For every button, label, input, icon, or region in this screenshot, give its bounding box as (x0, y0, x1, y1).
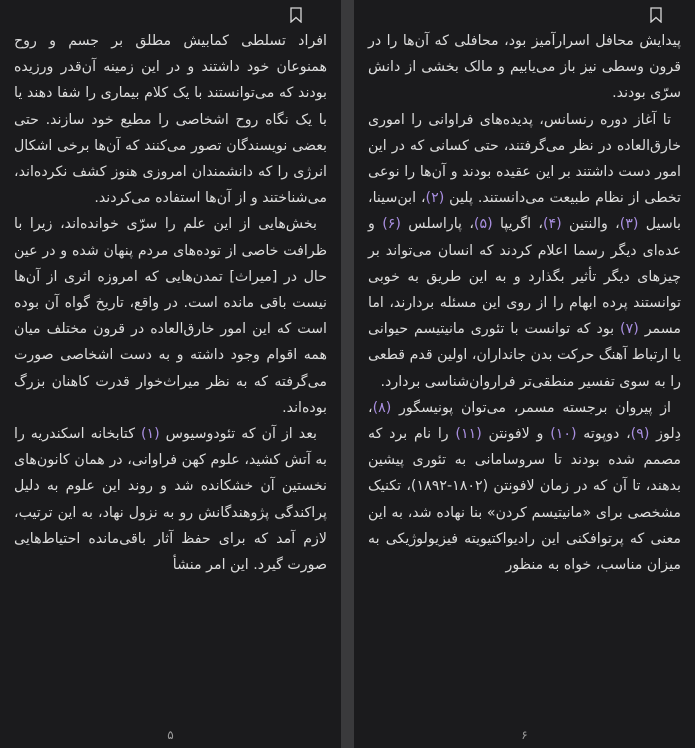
paragraph: بعد از آن که تئودوسیوس (۱) کتابخانه اسکندریه را به آتش کشید، علوم کهن فراوانی، در همان کانون‌های نخستین آن خشکانده شد و روند این علوم به دلیل پراکندگی پژوهندگانش رو به نزول نهاد، به این ترتیب، لازم آمد که برای حفظ آثار باقی‌مانده احتیاط‌هایی صورت گیرد. این امر منشأ (14, 426, 327, 574)
paragraph: افراد تسلطی کمابیش مطلق بر جسم و روح همنوعان خود داشتند و در این زمینه آن‌قدر ورزیده بودند که می‌توانستند با یک کلام بیماری را شفا دهند یا با یک نگاه روح اشخاصی را مطیع خود سازند. حتی بعضی نویسندگان تصور می‌کنند که آن‌ها برخی اشکال انرژی را که دانشمندان امروزی هنوز کشف نکرده‌اند، می‌شناختند و از آن‌ها استفاده می‌کردند. (14, 33, 327, 207)
page-text (368, 28, 681, 578)
footnote-marker[interactable]: (۴) (542, 216, 562, 233)
footnote-marker[interactable]: (۱۱) (455, 426, 482, 443)
footnote-marker[interactable]: (۵) (473, 216, 493, 233)
footnote-marker[interactable]: (۱۰) (550, 426, 577, 443)
footnote-marker[interactable]: (۹) (630, 426, 650, 443)
right-page (354, 0, 695, 748)
left-page (0, 0, 341, 748)
footnote-marker[interactable]: (۶) (382, 216, 401, 233)
footnote-marker[interactable]: (۳) (619, 216, 639, 233)
bookmark-icon[interactable] (290, 7, 302, 23)
paragraph: پیدایش محافل اسرارآمیز بود، محافلی که آن‌ها را در قرون وسطی نیز باز می‌یابیم و مالک بخشی از دانش سرّی بودند. (368, 33, 681, 102)
paragraph: تا آغاز دوره رنسانس، پدیده‌های فراوانی را اموری خارق‌العاده در نظر می‌گرفتند، حتی کسانی که در این امور دست داشتند بر این عقیده بودند و آن‌ها را نوعی تخطی از نظام طبیعت می‌دانستند. پلین (۲)، ابن‌سینا، باسیل (۳)، والنتین (۴)، اگریپا (۵)، پاراسلس (۶) و عده‌ای دیگر رسما اعلام کردند که انسان می‌تواند بر چیزهای دیگر تأثیر بگذارد و به این طریق به خوبی توانستند پرده ابهام را از روی این مسئله بردارند، اما مسمر (۷) بود که توانست با تئوری مانیتیسم حیوانی یا ارتباط آهنگ حرکت بدن جانداران، اولین قدم قطعی را به سوی تفسیر منطقی‌تر فراروان‌شناسی بردارد. (368, 111, 681, 390)
bookmark-icon[interactable] (650, 7, 662, 23)
footnote-marker[interactable]: (۲) (425, 190, 445, 207)
footnote-marker[interactable]: (۱) (140, 426, 160, 443)
footnote-marker[interactable]: (۷) (620, 321, 639, 338)
paragraph: از پیروان برجسته مسمر، می‌توان پونیسگور (۸)، دِلوز (۹)، دوپوته (۱۰) و لافونتن (۱۱) را نام برد که مصمم شده بودند تا سروسامانی به تئوری پیشین بدهند، تا آن که در زمان لافونتن (۱۸۰۲-۱۸۹۲)، تکنیک مشخصی برای «مانیتیسم کردن» بنا نهاده شد، به این معنی که پرتوافکنی این رادیواکتیویته فیزیولوژیکی به میزان مناسب، خواه به منظور (368, 399, 681, 574)
page-text (14, 28, 327, 578)
page-number: ۵ (167, 728, 174, 742)
footnote-marker[interactable]: (۸) (372, 399, 392, 416)
page-number: ۶ (521, 728, 528, 742)
paragraph: بخش‌هایی از این علم را سرّی خوانده‌اند، زیرا با ظرافت خاصی از توده‌های مردم پنهان شده و در عین حال در [میراث] تمدن‌هایی که امروزه اثری از آن‌ها نیست باقی مانده است. در واقع، تاریخ گواه آن بوده است که این امور خارق‌العاده در قرون مختلف میان همه اقوام وجود داشته و به دست اشخاصی صورت می‌گرفته که به نظر میراث‌خوار قدرت کاهنان بزرگ بوده‌اند. (14, 216, 327, 416)
